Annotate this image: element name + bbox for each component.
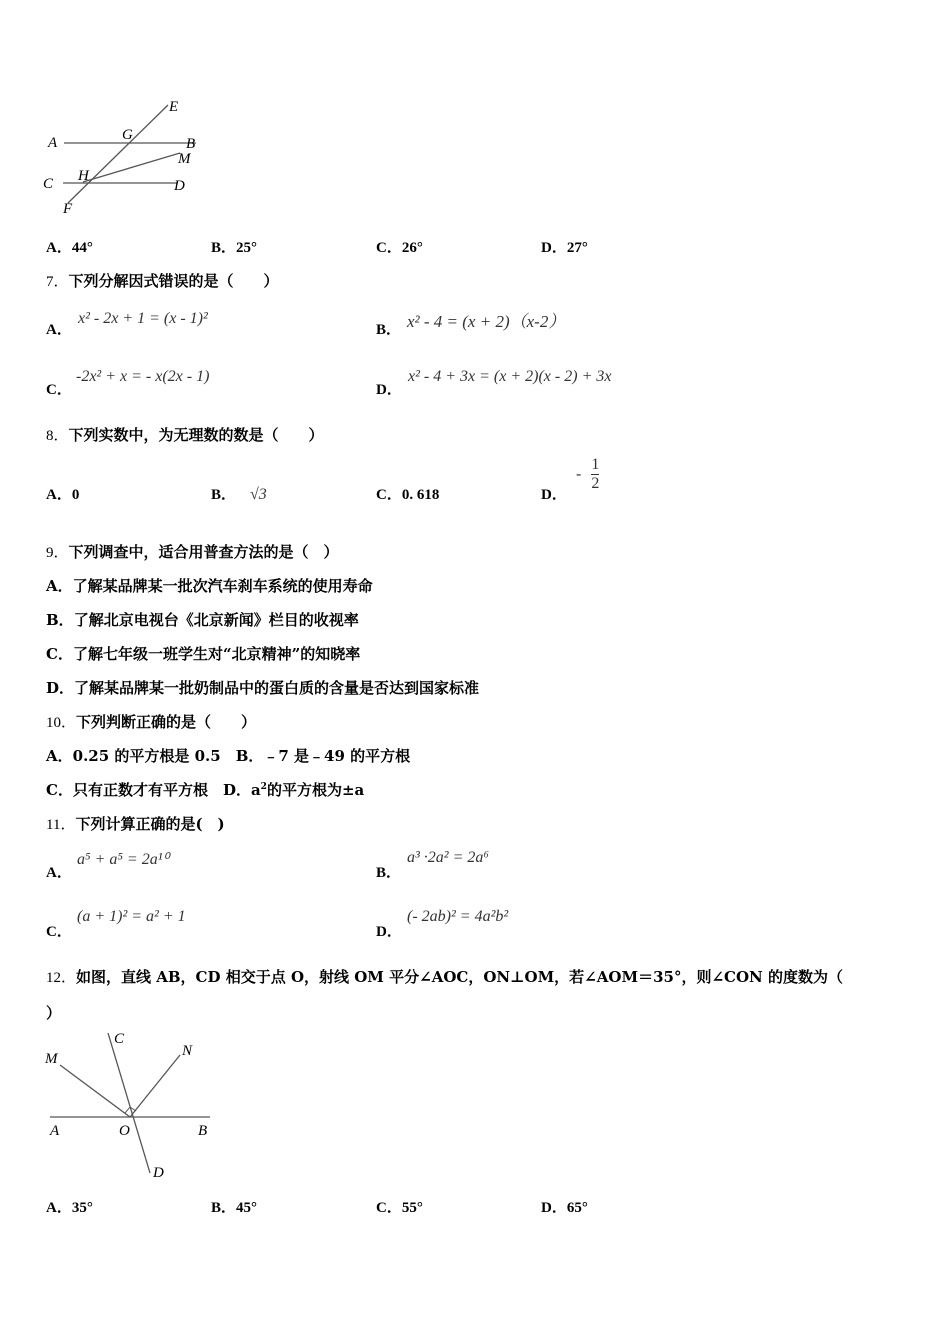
q12-option-c: C．55° xyxy=(376,1200,423,1216)
question-8: 8．下列实数中，为无理数的数是（ ） xyxy=(46,426,324,444)
q8-option-a: A．0 xyxy=(46,487,80,503)
q6-option-d: D．27° xyxy=(541,240,588,256)
label-D: D xyxy=(174,178,185,194)
q11-option-d-expr: (- 2ab)² = 4a²b² xyxy=(407,908,509,925)
label-E: E xyxy=(169,99,179,115)
q11-option-c-expr: (a + 1)² = a² + 1 xyxy=(77,908,186,925)
question-7: 7．下列分解因式错误的是（ ） xyxy=(46,272,279,290)
q7-option-c-expr: -2x² + x = - x(2x - 1) xyxy=(76,368,210,385)
label-M: M xyxy=(45,1051,58,1067)
q6-option-b: B．25° xyxy=(211,240,258,256)
q9-option-b: B．了解北京电视台《北京新闻》栏目的收视率 xyxy=(46,611,359,629)
q7-option-b-expr: x² - 4 = (x + 2)（x-2） xyxy=(407,312,566,331)
q7-option-a-expr: x² - 2x + 1 = (x - 1)² xyxy=(78,310,208,327)
label-B: B xyxy=(186,136,196,152)
q12-option-b: B．45° xyxy=(211,1200,258,1216)
q8-option-d-expr: - $\frac{1}{2}$ xyxy=(576,456,600,492)
label-C: C xyxy=(114,1031,125,1047)
q7-option-d-label: D． xyxy=(376,382,402,398)
q9-option-c: C．了解七年级一班学生对“北京精神”的知晓率 xyxy=(46,645,361,663)
q9-option-d: D．了解某品牌某一批奶制品中的蛋白质的含量是否达到国家标准 xyxy=(46,679,480,697)
q11-option-c-label: C． xyxy=(46,924,72,940)
question-12-end: ） xyxy=(46,1004,62,1022)
parallel-lines-figure xyxy=(38,95,208,220)
q11-option-a-expr: a⁵ + a⁵ = 2a¹⁰ xyxy=(77,851,169,868)
question-12: 12．如图，直线 AB，CD 相交于点 O，射线 OM 平分∠AOC，ON⊥OM，若∠AOM＝35°，则∠CON 的度数为（ xyxy=(46,968,843,986)
q7-option-b-label: B． xyxy=(376,322,402,338)
q12-option-d: D．65° xyxy=(541,1200,588,1216)
label-H: H xyxy=(78,168,89,184)
label-B: B xyxy=(198,1123,208,1139)
q12-option-a: A．35° xyxy=(46,1200,93,1216)
q7-option-c-label: C． xyxy=(46,382,72,398)
label-O: O xyxy=(119,1123,130,1139)
q11-option-b-expr: a³ ·2a² = 2a⁶ xyxy=(407,849,489,866)
q10-options-ab: A．0.25 的平方根是 0.5 B．﹣7 是﹣49 的平方根 xyxy=(46,747,411,765)
q7-option-d-expr: x² - 4 + 3x = (x + 2)(x - 2) + 3x xyxy=(408,368,612,385)
q11-option-a-label: A． xyxy=(46,865,72,881)
q6-option-a: A．44° xyxy=(46,240,93,256)
label-M: M xyxy=(178,151,191,167)
q11-option-d-label: D． xyxy=(376,924,402,940)
q8-option-b: B． √3 xyxy=(211,486,267,503)
label-A: A xyxy=(50,1123,60,1139)
label-A: A xyxy=(48,135,58,151)
q11-option-b-label: B． xyxy=(376,865,402,881)
intersecting-lines-figure xyxy=(40,1025,220,1185)
q8-option-d-label: D． xyxy=(541,487,567,503)
q6-option-c: C．26° xyxy=(376,240,423,256)
q10-options-cd: C．只有正数才有平方根 D．$a^2$的平方根为±a xyxy=(46,781,365,799)
label-N: N xyxy=(182,1043,193,1059)
q7-option-a-label: A． xyxy=(46,322,72,338)
label-F: F xyxy=(63,201,73,217)
question-10: 10．下列判断正确的是（ ） xyxy=(46,713,257,731)
question-11: 11．下列计算正确的是( ) xyxy=(46,815,225,833)
question-9: 9．下列调查中，适合用普查方法的是（ ） xyxy=(46,543,339,561)
label-G: G xyxy=(122,127,133,143)
label-D: D xyxy=(153,1165,164,1181)
q9-option-a: A．了解某品牌某一批次汽车刹车系统的使用寿命 xyxy=(46,577,373,595)
label-C: C xyxy=(43,176,54,192)
q8-option-c: C．0. 618 xyxy=(376,487,440,503)
